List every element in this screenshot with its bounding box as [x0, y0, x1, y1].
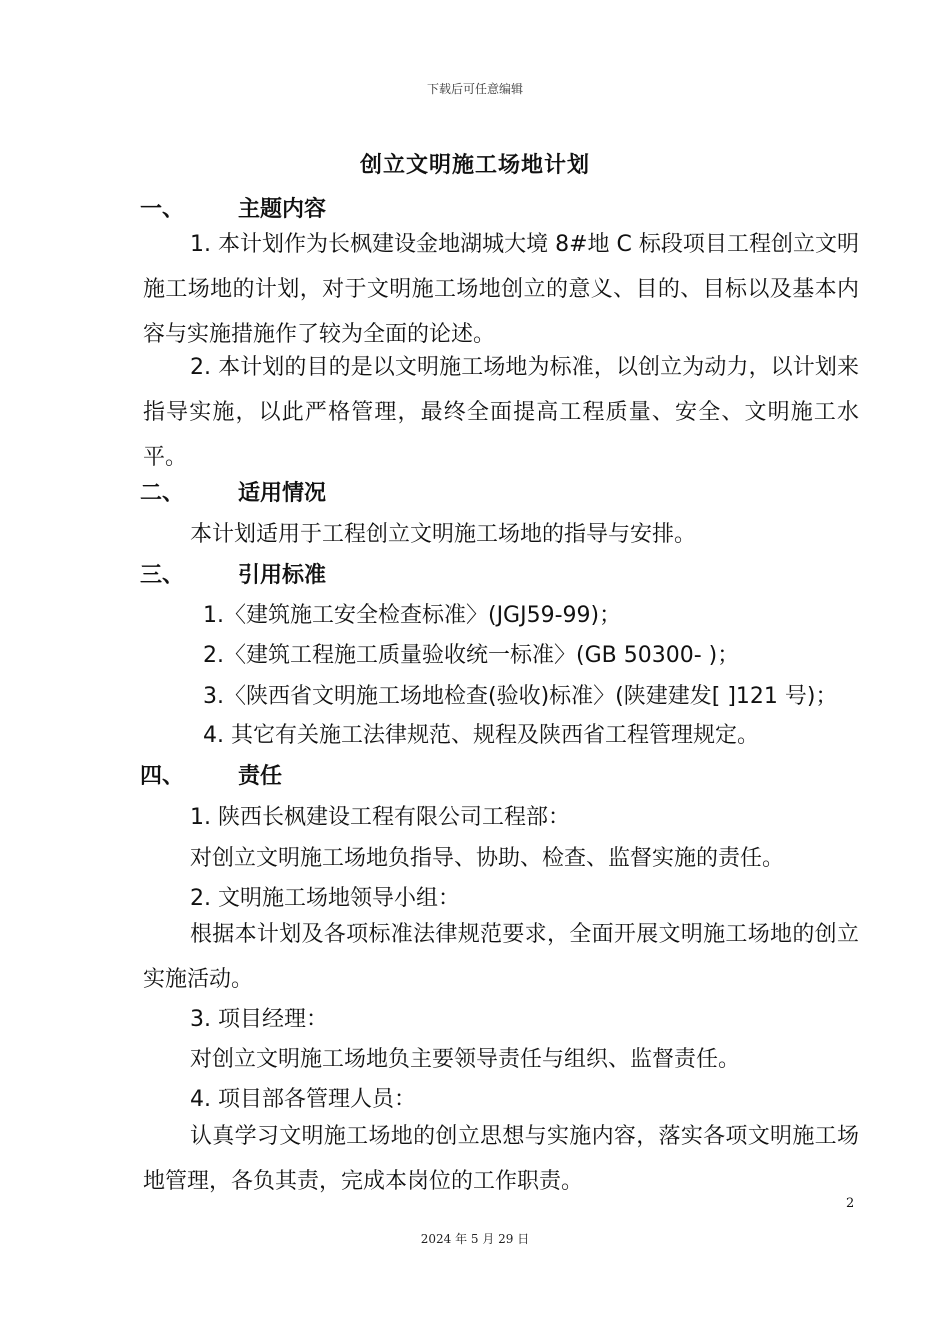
paragraph: 本计划适用于工程创立文明施工场地的指导与安排。 [190, 522, 697, 547]
paragraph: 1. 本计划作为长枫建设金地湖城大境 8#地 C 标段项目工程创立文明施工场地的计划，对于文明施工场地创立的意义、目的、目标以及基本内容与实施措施作了较为全面的论述。 [143, 232, 859, 347]
reference-item: 3.〈陕西省文明施工场地检查(验收)标准〉(陕建建发[ ]121 号)； [203, 684, 838, 709]
section-title: 责任 [238, 764, 283, 789]
page-number: 2 [846, 1196, 855, 1211]
reference-item: 1.〈建筑施工安全检查标准〉(JGJ59-99)； [203, 603, 622, 628]
section-number: 二、 [140, 481, 185, 506]
document-title: 创立文明施工场地计划 [359, 153, 590, 178]
responsibility-heading: 3. 项目经理： [190, 1007, 328, 1032]
responsibility-description: 认真学习文明施工场地的创立思想与实施内容，落实各项文明施工场地管理，各负其责，完成本岗位的工作职责。 [143, 1124, 859, 1194]
responsibility-heading: 4. 项目部各管理人员： [190, 1087, 416, 1112]
page-footer-date: 2024 年 5 月 29 日 [420, 1232, 530, 1246]
section-number: 一、 [140, 197, 185, 222]
responsibility-heading: 1. 陕西长枫建设工程有限公司工程部： [190, 805, 570, 830]
reference-item: 4. 其它有关施工法律规范、规程及陕西省工程管理规定。 [203, 723, 759, 748]
responsibility-description: 对创立文明施工场地负指导、协助、检查、监督实施的责任。 [190, 846, 785, 871]
reference-item: 2.〈建筑工程施工质量验收统一标准〉(GB 50300- )； [203, 643, 740, 668]
responsibility-heading: 2. 文明施工场地领导小组： [190, 886, 460, 911]
section-number: 三、 [140, 563, 185, 588]
section-title: 主题内容 [238, 197, 327, 222]
page-header: 下载后可任意编辑 [426, 82, 523, 96]
section-title: 适用情况 [238, 481, 327, 506]
responsibility-description: 对创立文明施工场地负主要领导责任与组织、监督责任。 [190, 1047, 741, 1072]
section-number: 四、 [140, 764, 185, 789]
responsibility-description: 根据本计划及各项标准法律规范要求，全面开展文明施工场地的创立实施活动。 [143, 922, 859, 992]
paragraph: 2. 本计划的目的是以文明施工场地为标准，以创立为动力，以计划来指导实施，以此严格管理，最终全面提高工程质量、安全、文明施工水平。 [143, 355, 859, 470]
section-title: 引用标准 [238, 563, 327, 588]
